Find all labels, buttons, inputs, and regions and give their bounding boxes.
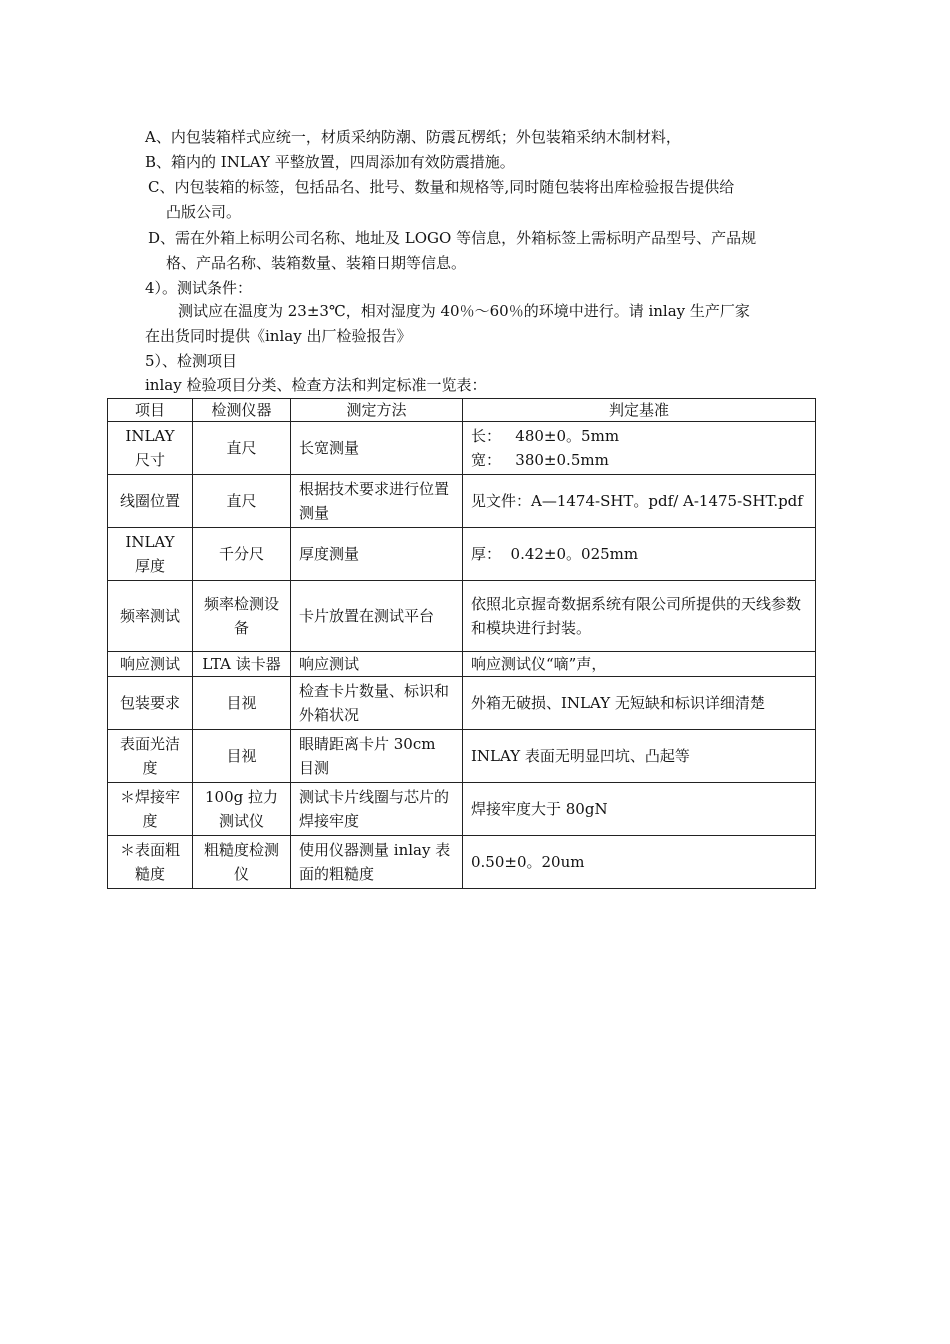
paragraph-d-line1: D、需在外箱上标明公司名称、地址及 LOGO 等信息，外箱标签上需标明产品型号、产品规	[148, 229, 757, 247]
cell-standard: 焊接牢度大于 80gN	[463, 783, 816, 836]
paragraph-a: A、内包装箱样式应统一，材质采纳防潮、防震瓦楞纸；外包装箱采纳木制材料，	[145, 128, 681, 146]
table-row	[108, 730, 816, 783]
cell-item: INLAY 厚度	[108, 528, 193, 581]
cell-item: 线圈位置	[108, 475, 193, 528]
cell-instrument: LTA 读卡器	[193, 652, 291, 677]
paragraph-d-line2: 格、产品名称、装箱数量、装箱日期等信息。	[166, 254, 467, 272]
header-method: 测定方法	[291, 399, 463, 422]
cell-standard: 响应测试仪“嘀”声，	[463, 652, 816, 677]
table-row	[108, 836, 816, 889]
table-row	[108, 677, 816, 730]
cell-item: 包装要求	[108, 677, 193, 730]
table-row	[108, 783, 816, 836]
section-4-body-line2: 在出货同时提供《inlay 出厂检验报告》	[145, 327, 412, 345]
table-header-row	[108, 399, 816, 422]
table-row	[108, 652, 816, 677]
section-5-title: 5）、检测项目	[145, 352, 238, 370]
standard-width: 宽： 380±0.5mm	[471, 451, 609, 469]
cell-instrument: 直尺	[193, 422, 291, 475]
cell-item: ＊焊接牢度	[108, 783, 193, 836]
cell-method: 使用仪器测量 inlay 表面的粗糙度	[291, 836, 463, 889]
cell-method: 检查卡片数量、标识和外箱状况	[291, 677, 463, 730]
cell-item: ＊表面粗糙度	[108, 836, 193, 889]
cell-standard: 0.50±0。20um	[463, 836, 816, 889]
paragraph-b: B、箱内的 INLAY 平整放置，四周添加有效防震措施。	[145, 153, 515, 171]
cell-instrument: 直尺	[193, 475, 291, 528]
table-row	[108, 581, 816, 652]
cell-standard: 见文件：A—1474-SHT。pdf/ A-1475-SHT.pdf	[463, 475, 816, 528]
cell-standard	[463, 422, 816, 475]
cell-item: 频率测试	[108, 581, 193, 652]
cell-standard: 外箱无破损、INLAY 无短缺和标识详细清楚	[463, 677, 816, 730]
header-instrument: 检测仪器	[193, 399, 291, 422]
table-row	[108, 422, 816, 475]
paragraph-c-line2: 凸版公司。	[166, 203, 242, 221]
cell-item: INLAY 尺寸	[108, 422, 193, 475]
cell-item: 响应测试	[108, 652, 193, 677]
cell-instrument: 千分尺	[193, 528, 291, 581]
table-intro: inlay 检验项目分类、检查方法和判定标准一览表：	[145, 376, 487, 394]
header-item: 项目	[108, 399, 193, 422]
cell-instrument: 频率检测设备	[193, 581, 291, 652]
cell-method: 眼睛距离卡片 30cm 目测	[291, 730, 463, 783]
standard-length: 长： 480±0。5mm	[471, 427, 620, 445]
inspection-table	[107, 398, 816, 889]
table-row	[108, 528, 816, 581]
cell-method: 响应测试	[291, 652, 463, 677]
cell-instrument: 100g 拉力测试仪	[193, 783, 291, 836]
cell-standard: 依照北京握奇数据系统有限公司所提供的天线参数和模块进行封装。	[463, 581, 816, 652]
cell-item: 表面光洁度	[108, 730, 193, 783]
cell-standard: INLAY 表面无明显凹坑、凸起等	[463, 730, 816, 783]
cell-method: 厚度测量	[291, 528, 463, 581]
paragraph-c-line1: C、内包装箱的标签，包括品名、批号、数量和规格等,同时随包装将出库检验报告提供给	[148, 178, 735, 196]
table-row	[108, 475, 816, 528]
section-4-title: 4）。测试条件：	[145, 279, 253, 297]
cell-method: 长宽测量	[291, 422, 463, 475]
cell-instrument: 粗糙度检测仪	[193, 836, 291, 889]
cell-instrument: 目视	[193, 677, 291, 730]
header-standard: 判定基准	[463, 399, 816, 422]
section-4-body-line1: 测试应在温度为 23±3℃，相对湿度为 40％～60％的环境中进行。请 inlay 生产厂家	[178, 302, 750, 320]
cell-instrument: 目视	[193, 730, 291, 783]
cell-standard: 厚： 0.42±0。025mm	[463, 528, 816, 581]
cell-method: 根据技术要求进行位置测量	[291, 475, 463, 528]
cell-method: 卡片放置在测试平台	[291, 581, 463, 652]
cell-method: 测试卡片线圈与芯片的焊接牢度	[291, 783, 463, 836]
